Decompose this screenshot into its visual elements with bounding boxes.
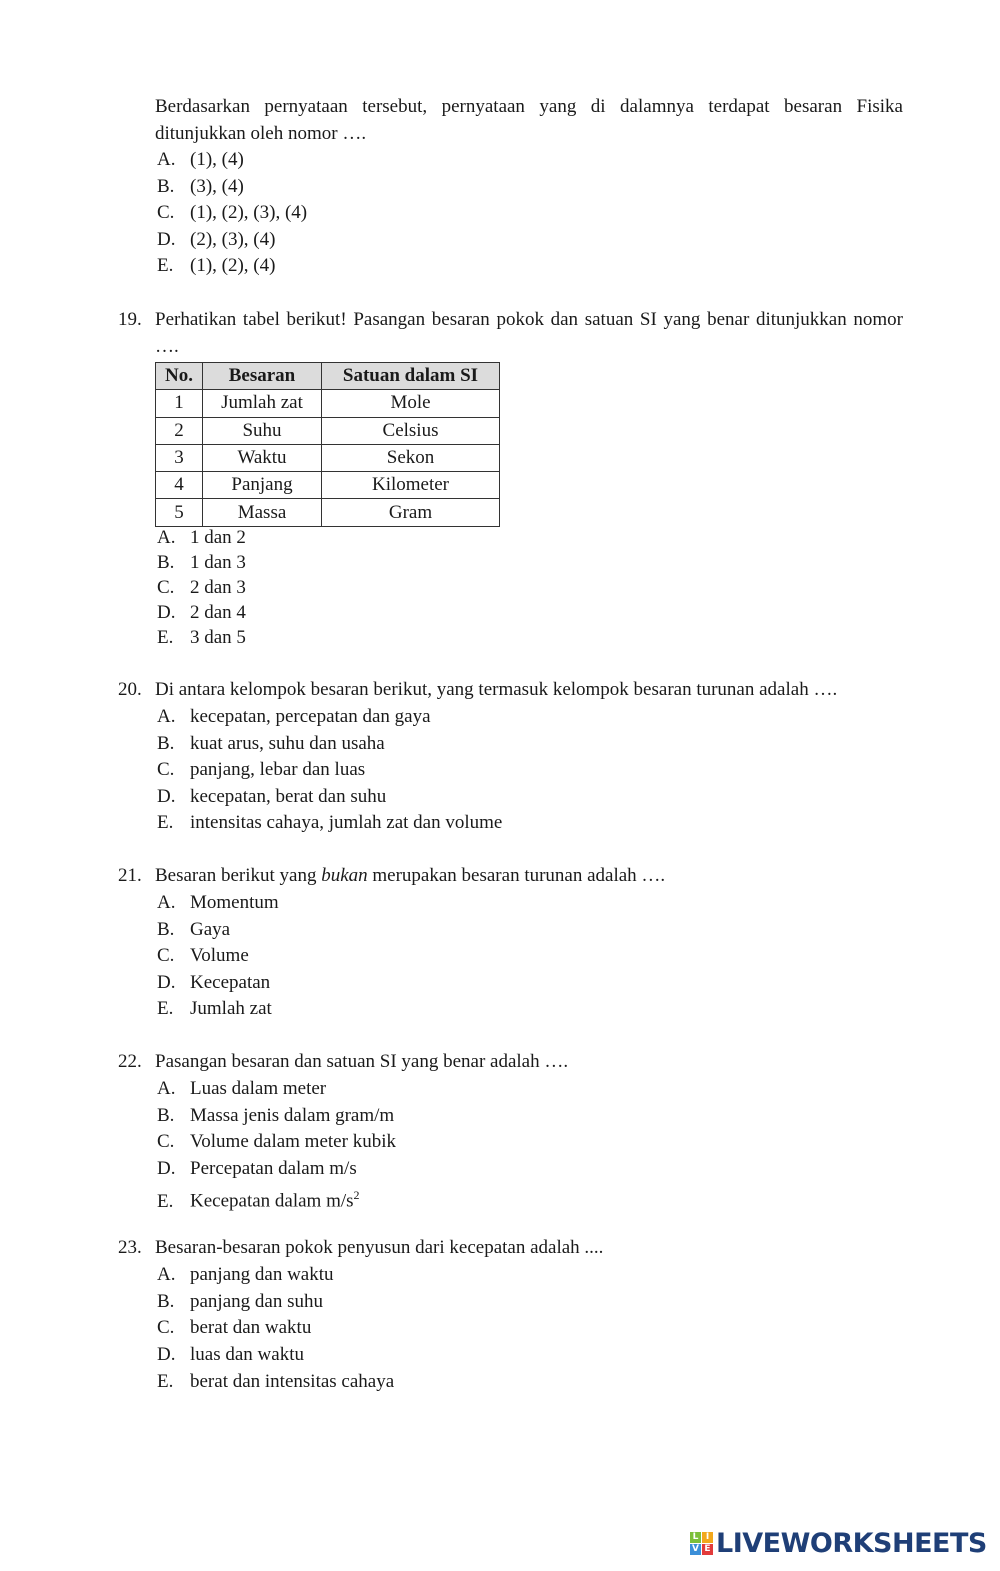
- cell-besaran: Waktu: [203, 444, 322, 471]
- quantity-table: [155, 362, 500, 527]
- header-no: No.: [156, 363, 203, 390]
- option-letter: D.: [157, 602, 176, 623]
- option-text: (1), (2), (4): [190, 255, 276, 277]
- option-letter: B.: [157, 732, 175, 754]
- option-text: luas dan waktu: [190, 1344, 304, 1366]
- cell-besaran: Massa: [203, 499, 322, 526]
- option-letter: A.: [157, 1078, 176, 1099]
- cell-satuan: Celsius: [322, 417, 500, 444]
- option-letter: E.: [157, 812, 174, 834]
- logo-text: LIVEWORKSHEETS: [716, 1528, 987, 1559]
- cell-no: 5: [156, 499, 203, 526]
- table-row: [156, 472, 500, 499]
- question-text: [155, 863, 903, 890]
- cell-no: 3: [156, 444, 203, 471]
- answer-option[interactable]: [157, 200, 307, 226]
- answer-option[interactable]: [157, 890, 279, 916]
- option-letter: E.: [157, 255, 174, 277]
- tile-v: V: [690, 1544, 701, 1555]
- option-letter: D.: [157, 228, 176, 250]
- intro-text: Berdasarkan pernyataan tersebut, pernyataan yang di dalamnya terdapat besaran Fisika ditunjukkan oleh nomor ….: [155, 96, 903, 144]
- answer-option[interactable]: [157, 1103, 394, 1129]
- answer-option[interactable]: [157, 943, 249, 969]
- option-text: Kecepatan dalam m/s: [190, 1190, 354, 1212]
- option-letter: E.: [157, 1370, 174, 1392]
- cell-no: 1: [156, 390, 203, 417]
- cell-no: 4: [156, 472, 203, 499]
- option-letter: A.: [157, 1264, 176, 1285]
- option-text: panjang dan waktu: [190, 1264, 334, 1285]
- answer-option[interactable]: [157, 625, 246, 651]
- question-text-part: merupakan besaran turunan adalah ….: [367, 865, 666, 886]
- question-text-part: Besaran-besaran pokok penyusun dari kecepatan adalah ....: [155, 1237, 604, 1258]
- answer-option[interactable]: [157, 575, 246, 601]
- option-text: Percepatan dalam m/s: [190, 1157, 357, 1179]
- question-number: 20.: [118, 679, 142, 700]
- question-text: [155, 1049, 903, 1076]
- answer-option[interactable]: [157, 970, 270, 996]
- answer-option[interactable]: [157, 1156, 357, 1182]
- option-letter: C.: [157, 945, 175, 967]
- question-text-part: Di antara kelompok besaran berikut, yang termasuk kelompok besaran turunan adalah ….: [155, 679, 838, 700]
- option-text: Volume dalam meter kubik: [190, 1131, 396, 1153]
- cell-besaran: Suhu: [203, 417, 322, 444]
- tile-i: I: [702, 1532, 713, 1543]
- option-letter: A.: [157, 149, 176, 170]
- option-letter: B.: [157, 552, 175, 573]
- option-text: 1 dan 3: [190, 552, 246, 573]
- option-letter: C.: [157, 1131, 175, 1153]
- table-row: [156, 444, 500, 471]
- question-text-part: Besaran berikut yang: [155, 865, 322, 886]
- option-letter: A.: [157, 892, 176, 913]
- answer-option[interactable]: [157, 1342, 304, 1368]
- header-satuan: Satuan dalam SI: [322, 363, 500, 390]
- liveworksheets-logo: [690, 1528, 987, 1559]
- option-text: Jumlah zat: [190, 998, 272, 1020]
- option-letter: A.: [157, 706, 176, 727]
- answer-option[interactable]: [157, 810, 502, 836]
- option-letter: E.: [157, 1190, 174, 1212]
- option-letter: C.: [157, 759, 175, 781]
- answer-option[interactable]: [157, 1315, 311, 1341]
- option-text: 2 dan 4: [190, 602, 246, 623]
- option-letter: C.: [157, 577, 175, 598]
- option-text: kecepatan, percepatan dan gaya: [190, 706, 431, 727]
- option-text: berat dan waktu: [190, 1317, 312, 1339]
- answer-option[interactable]: [157, 174, 244, 200]
- option-letter: B.: [157, 175, 175, 197]
- table-header-row: [156, 363, 500, 390]
- answer-option[interactable]: [157, 757, 365, 783]
- option-text: (1), (2), (3), (4): [190, 202, 308, 224]
- answer-option[interactable]: [157, 253, 275, 279]
- cell-satuan: Mole: [322, 390, 500, 417]
- option-letter: D.: [157, 785, 176, 807]
- option-letter: D.: [157, 971, 176, 993]
- answer-option[interactable]: [157, 1369, 394, 1395]
- emphasis-text: bukan: [321, 865, 368, 886]
- option-letter: E.: [157, 627, 174, 648]
- answer-option[interactable]: [157, 1262, 334, 1288]
- question-number: 19.: [118, 309, 142, 330]
- option-letter: B.: [157, 1104, 175, 1126]
- option-letter: C.: [157, 202, 175, 224]
- option-letter: E.: [157, 998, 174, 1020]
- question-text: [155, 677, 903, 704]
- option-letter: B.: [157, 918, 175, 940]
- table-row: [156, 390, 500, 417]
- live-tiles-icon: [690, 1532, 713, 1555]
- option-letter: B.: [157, 1290, 175, 1312]
- answer-option[interactable]: [157, 227, 275, 253]
- question-number: 21.: [118, 865, 142, 886]
- question-text-part: Pasangan besaran dan satuan SI yang benar adalah ….: [155, 1051, 569, 1072]
- option-text: (1), (4): [190, 149, 244, 170]
- answer-option[interactable]: [157, 147, 244, 173]
- option-text: panjang, lebar dan luas: [190, 759, 366, 781]
- answer-option[interactable]: [157, 1129, 396, 1155]
- answer-option[interactable]: [157, 917, 230, 943]
- tile-e: E: [702, 1544, 713, 1555]
- option-text: Massa jenis dalam gram/m: [190, 1104, 395, 1126]
- option-letter: C.: [157, 1317, 175, 1339]
- header-besaran: Besaran: [203, 363, 322, 390]
- question-text: [155, 307, 903, 360]
- cell-satuan: Gram: [322, 499, 500, 526]
- cell-besaran: Jumlah zat: [203, 390, 322, 417]
- option-text: kecepatan, berat dan suhu: [190, 785, 387, 807]
- option-text: berat dan intensitas cahaya: [190, 1370, 395, 1392]
- answer-option[interactable]: [157, 525, 246, 551]
- option-text: (2), (3), (4): [190, 228, 276, 250]
- answer-option[interactable]: [157, 1182, 360, 1214]
- option-text: 1 dan 2: [190, 527, 246, 548]
- answer-option[interactable]: [157, 704, 431, 730]
- option-letter: A.: [157, 527, 176, 548]
- cell-satuan: Kilometer: [322, 472, 500, 499]
- option-text: Momentum: [190, 892, 279, 913]
- option-text: panjang dan suhu: [190, 1290, 323, 1312]
- question-number: 23.: [118, 1237, 142, 1258]
- option-text: Kecepatan: [190, 971, 271, 993]
- table-row: [156, 499, 500, 526]
- option-text: kuat arus, suhu dan usaha: [190, 732, 385, 754]
- cell-no: 2: [156, 417, 203, 444]
- cell-satuan: Sekon: [322, 444, 500, 471]
- question-number: 22.: [118, 1051, 142, 1072]
- answer-option[interactable]: [157, 1289, 323, 1315]
- tile-l: L: [690, 1532, 701, 1543]
- question-text-part: Perhatikan tabel berikut! Pasangan besaran pokok dan satuan SI yang benar ditunjukkan nomor ….: [155, 309, 903, 357]
- option-text: Luas dalam meter: [190, 1078, 327, 1099]
- cell-besaran: Panjang: [203, 472, 322, 499]
- option-superscript: 2: [353, 1188, 360, 1203]
- option-text: Volume: [190, 945, 249, 967]
- option-text: intensitas cahaya, jumlah zat dan volume: [190, 812, 503, 834]
- option-text: (3), (4): [190, 175, 244, 197]
- answer-option[interactable]: [157, 996, 272, 1022]
- answer-option[interactable]: [157, 1076, 326, 1102]
- answer-option[interactable]: [157, 600, 246, 626]
- option-letter: D.: [157, 1344, 176, 1366]
- option-text: 2 dan 3: [190, 577, 246, 598]
- answer-option[interactable]: [157, 550, 246, 576]
- question-text: [155, 1235, 903, 1262]
- option-letter: D.: [157, 1157, 176, 1179]
- answer-option[interactable]: [157, 784, 386, 810]
- answer-option[interactable]: [157, 731, 385, 757]
- table-row: [156, 417, 500, 444]
- option-text: Gaya: [190, 918, 231, 940]
- option-text: 3 dan 5: [190, 627, 246, 648]
